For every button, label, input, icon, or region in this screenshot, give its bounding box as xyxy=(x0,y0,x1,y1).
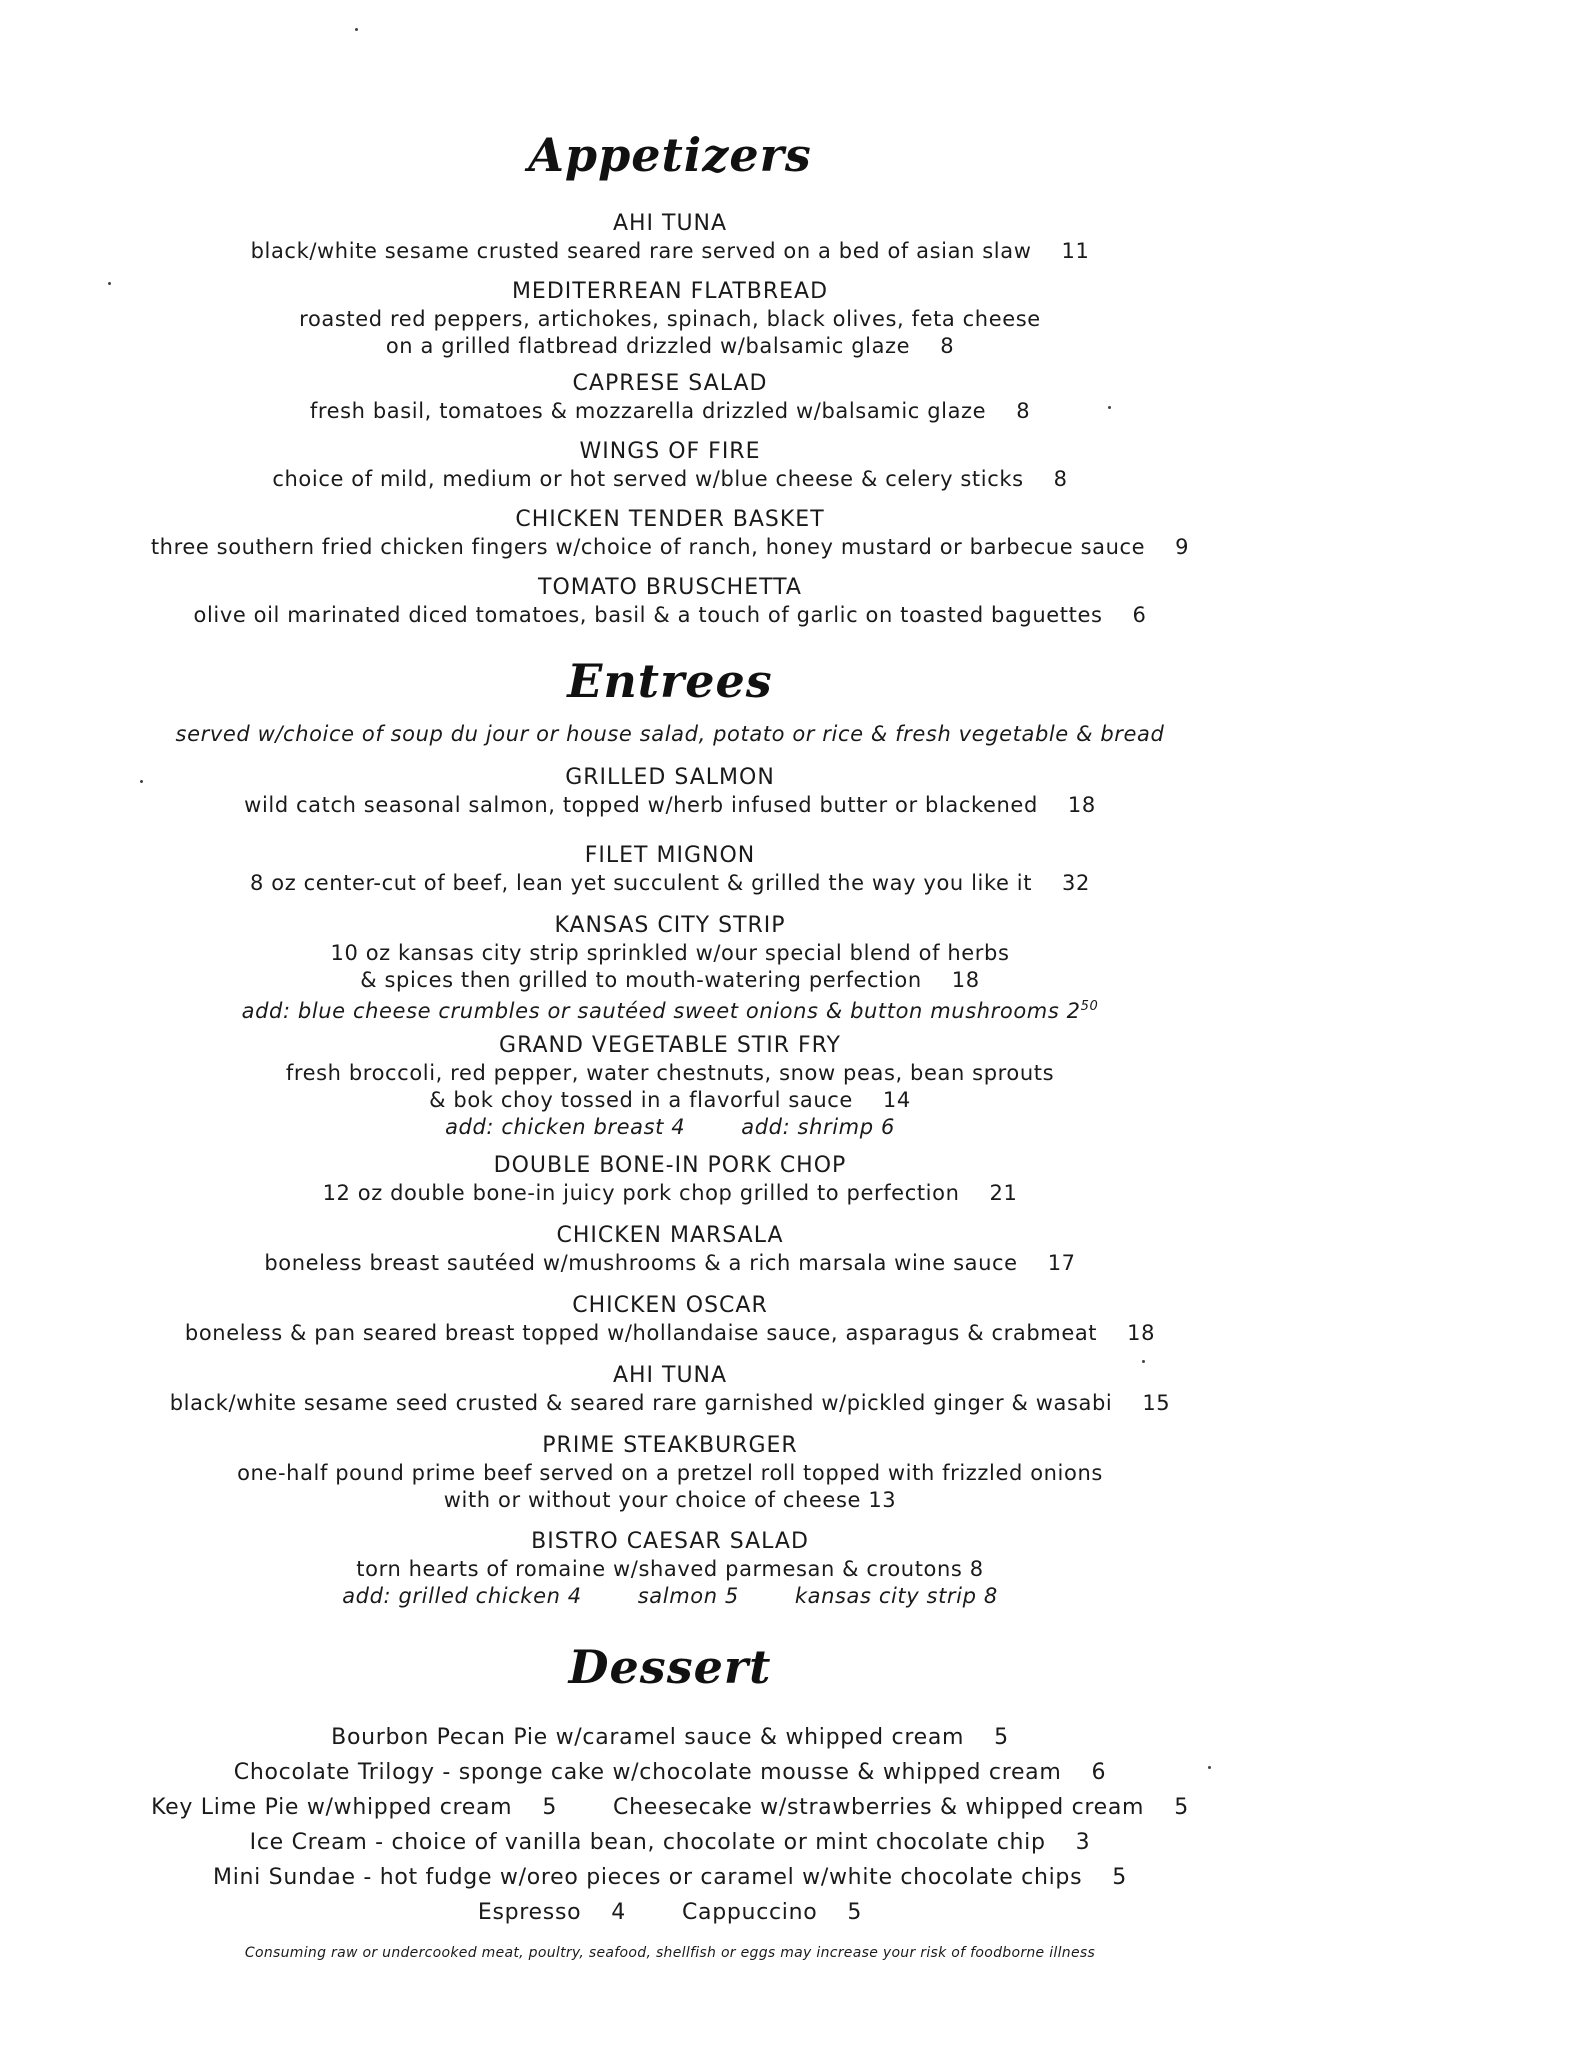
item-name: BISTRO CAESAR SALAD xyxy=(531,1529,809,1554)
dessert-item: Mini Sundae - hot fudge w/oreo pieces or caramel w/white chocolate chips 5 xyxy=(213,1865,1127,1890)
menu-item xyxy=(0,278,1340,360)
addon-price-cents: 50 xyxy=(1080,999,1099,1014)
item-description: fresh basil, tomatoes & mozzarella drizzled w/balsamic glaze 8 xyxy=(309,399,1031,423)
dessert-item: Espresso 4 Cappuccino 5 xyxy=(477,1900,863,1925)
item-price: 13 xyxy=(868,1488,897,1512)
item-price: 8 xyxy=(1053,467,1068,491)
item-addons: add: chicken breast 4 add: shrimp 6 xyxy=(445,1115,895,1139)
item-description: three southern fried chicken fingers w/choice of ranch, honey mustard or barbecue sauce 9 xyxy=(150,535,1190,559)
item-name: AHI TUNA xyxy=(612,211,728,236)
item-price: 18 xyxy=(1127,1321,1156,1345)
item-price: 5 xyxy=(847,1900,863,1925)
menu-item xyxy=(0,506,1340,561)
item-name: CAPRESE SALAD xyxy=(572,371,768,396)
menu-item xyxy=(0,574,1340,629)
item-name: CHICKEN OSCAR xyxy=(572,1293,768,1318)
item-name: AHI TUNA xyxy=(612,1363,728,1388)
item-description: black/white sesame seed crusted & seared rare garnished w/pickled ginger & wasabi 15 xyxy=(169,1391,1171,1415)
scan-speck xyxy=(1142,1360,1145,1363)
item-price: 5 xyxy=(542,1795,558,1820)
item-description: & bok choy tossed in a flavorful sauce 14 xyxy=(429,1088,911,1112)
item-price: 8 xyxy=(1016,399,1031,423)
item-price: 17 xyxy=(1047,1251,1076,1275)
item-addon: add: blue cheese crumbles or sautéed sweet onions & button mushrooms $2^{50}$ xyxy=(241,999,1099,1023)
item-name: FILET MIGNON xyxy=(584,843,756,868)
disclaimer: Consuming raw or undercooked meat, poultry, seafood, shellfish or eggs may increase your risk of foodborne illness xyxy=(244,1945,1096,1961)
entrees-title: Entrees xyxy=(567,654,773,708)
item-name: CHICKEN TENDER BASKET xyxy=(515,507,825,532)
item-name: PRIME STEAKBURGER xyxy=(542,1433,798,1458)
dessert-item: Chocolate Trilogy - sponge cake w/chocolate mousse & whipped cream 6 xyxy=(233,1760,1107,1785)
item-price: 6 xyxy=(1132,603,1147,627)
menu-item xyxy=(0,1432,1340,1514)
item-price: 5 xyxy=(994,1725,1009,1750)
appetizers-title: Appetizers xyxy=(528,128,812,182)
item-description: 12 oz double bone-in juicy pork chop grilled to perfection 21 xyxy=(322,1181,1018,1205)
item-description: fresh broccoli, red pepper, water chestnuts, snow peas, bean sprouts xyxy=(285,1061,1055,1085)
entrees-subtitle: served w/choice of soup du jour or house salad, potato or rice & fresh vegetable & bread xyxy=(175,722,1165,746)
item-price: 6 xyxy=(1091,1760,1107,1785)
item-price: 21 xyxy=(989,1181,1018,1205)
item-price: 18 xyxy=(951,968,980,992)
item-name: MEDITERREAN FLATBREAD xyxy=(511,279,829,304)
item-name: TOMATO BRUSCHETTA xyxy=(538,575,802,600)
menu-item xyxy=(0,1528,1340,1609)
item-description: black/white sesame crusted seared rare served on a bed of asian slaw 11 xyxy=(250,239,1090,263)
scan-speck xyxy=(355,28,358,31)
menu-item xyxy=(0,1292,1340,1347)
scan-speck xyxy=(140,780,143,783)
dessert-title: Dessert xyxy=(568,1640,772,1694)
item-description: choice of mild, medium or hot served w/blue cheese & celery sticks 8 xyxy=(272,467,1068,491)
item-description: olive oil marinated diced tomatoes, basil & a touch of garlic on toasted baguettes 6 xyxy=(193,603,1147,627)
item-price: 5 xyxy=(1112,1865,1127,1890)
dessert-item: Key Lime Pie w/whipped cream 5 Cheesecake w/strawberries & whipped cream 5 xyxy=(151,1795,1189,1820)
item-name: GRAND VEGETABLE STIR FRY xyxy=(499,1033,841,1058)
item-price: 14 xyxy=(882,1088,911,1112)
item-price: 4 xyxy=(611,1900,626,1925)
item-name: GRILLED SALMON xyxy=(565,765,775,790)
scan-speck xyxy=(1108,406,1111,409)
addon-price: 2 xyxy=(1066,999,1081,1023)
dessert-item: Ice Cream - choice of vanilla bean, chocolate or mint chocolate chip 3 xyxy=(249,1830,1091,1855)
menu-item xyxy=(0,842,1340,897)
item-description: torn hearts of romaine w/shaved parmesan & croutons 8 xyxy=(356,1557,984,1581)
item-description: with or without your choice of cheese 13 xyxy=(443,1488,897,1512)
item-description: 8 oz center-cut of beef, lean yet succulent & grilled the way you like it 32 xyxy=(250,871,1090,895)
item-price: 8 xyxy=(969,1557,984,1581)
menu-item xyxy=(0,370,1340,425)
menu-item xyxy=(0,210,1340,265)
item-price: 3 xyxy=(1075,1830,1091,1855)
item-name: WINGS OF FIRE xyxy=(579,439,761,464)
menu-item xyxy=(0,764,1340,819)
item-description: one-half pound prime beef served on a pretzel roll topped with frizzled onions xyxy=(237,1461,1103,1485)
item-price: 9 xyxy=(1175,535,1190,559)
item-description: roasted red peppers, artichokes, spinach, black olives, feta cheese xyxy=(299,307,1041,331)
menu-item xyxy=(0,1032,1340,1140)
menu-item xyxy=(0,1152,1340,1207)
item-name: DOUBLE BONE-IN PORK CHOP xyxy=(493,1153,847,1178)
item-price: 11 xyxy=(1061,239,1090,263)
dessert-item: Bourbon Pecan Pie w/caramel sauce & whipped cream 5 xyxy=(331,1725,1009,1750)
item-description: 10 oz kansas city strip sprinkled w/our special blend of herbs xyxy=(330,941,1010,965)
item-price: 18 xyxy=(1067,793,1096,817)
item-price: 8 xyxy=(940,334,955,358)
menu-item xyxy=(0,1222,1340,1277)
menu-item xyxy=(0,1362,1340,1417)
menu-item xyxy=(0,438,1340,493)
item-price: 15 xyxy=(1142,1391,1171,1415)
item-description: on a grilled flatbread drizzled w/balsamic glaze 8 xyxy=(385,334,955,358)
item-price: 32 xyxy=(1062,871,1090,895)
scan-speck xyxy=(108,282,111,285)
item-description: boneless & pan seared breast topped w/hollandaise sauce, asparagus & crabmeat 18 xyxy=(184,1321,1156,1345)
scan-speck xyxy=(1208,1766,1211,1769)
item-name: KANSAS CITY STRIP xyxy=(554,913,786,938)
item-description: boneless breast sautéed w/mushrooms & a rich marsala wine sauce 17 xyxy=(264,1251,1076,1275)
item-name: CHICKEN MARSALA xyxy=(556,1223,784,1248)
item-description: & spices then grilled to mouth-watering perfection 18 xyxy=(360,968,980,992)
menu-item xyxy=(0,912,1340,1024)
item-addons: add: grilled chicken 4 salmon 5 kansas city strip 8 xyxy=(342,1584,998,1608)
item-price: 5 xyxy=(1174,1795,1189,1820)
item-description: wild catch seasonal salmon, topped w/herb infused butter or blackened 18 xyxy=(244,793,1096,817)
